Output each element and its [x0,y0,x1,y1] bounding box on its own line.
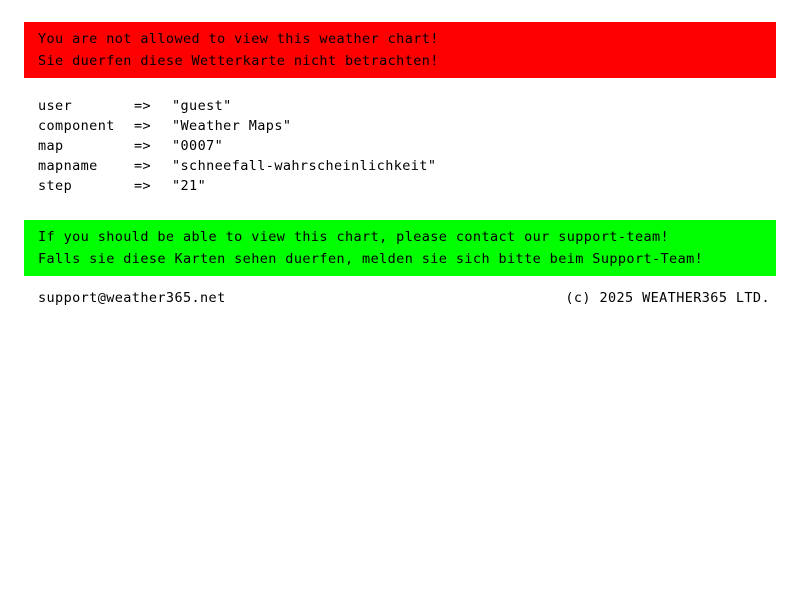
detail-value-step: "21" [172,178,207,194]
details-list [38,96,800,196]
support-banner-line-de: Falls sie diese Karten sehen duerfen, melden sie sich bitte beim Support-Team! [38,251,704,267]
detail-value-component: "Weather Maps" [172,118,292,134]
support-banner-line-en: If you should be able to view this chart, please contact our support-team! [38,229,670,245]
detail-key-step: step [38,178,73,194]
detail-row-mapname [38,156,800,176]
detail-arrow-user: => [134,98,152,114]
detail-row-user [38,96,800,116]
detail-arrow-step: => [134,178,152,194]
support-email-link[interactable]: support@weather365.net [38,290,226,306]
error-banner [24,22,776,78]
error-banner-line-en: You are not allowed to view this weather chart! [38,31,439,47]
detail-key-mapname: mapname [38,158,98,174]
error-banner-line-de: Sie duerfen diese Wetterkarte nicht betrachten! [38,53,439,69]
detail-row-step [38,176,800,196]
detail-arrow-mapname: => [134,158,152,174]
detail-key-component: component [38,118,115,134]
detail-key-map: map [38,138,64,154]
detail-value-mapname: "schneefall-wahrscheinlichkeit" [172,158,437,174]
detail-row-map [38,136,800,156]
page-root [0,22,800,600]
detail-row-component [38,116,800,136]
copyright-text: (c) 2025 WEATHER365 LTD. [565,290,770,306]
detail-key-user: user [38,98,73,114]
detail-arrow-component: => [134,118,152,134]
support-banner [24,220,776,276]
detail-value-user: "guest" [172,98,232,114]
footer [0,290,800,306]
detail-value-map: "0007" [172,138,224,154]
detail-arrow-map: => [134,138,152,154]
